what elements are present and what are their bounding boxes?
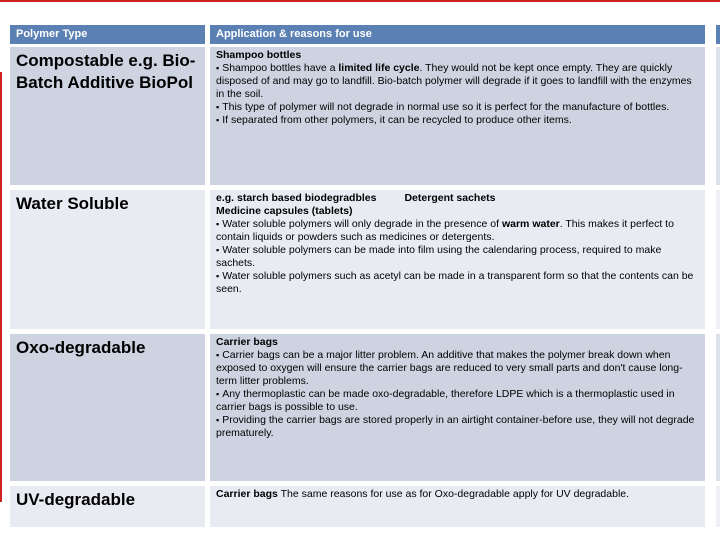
cell-app-oxo-degradable [210, 334, 705, 481]
bullet-item [216, 388, 697, 414]
polymer-table [10, 25, 705, 527]
table-continuation-row1-sliver [716, 47, 720, 185]
bullet-icon: ▪ [216, 350, 220, 360]
table-header-row [10, 25, 705, 44]
table-row-oxo-degradable [10, 334, 705, 481]
app-text [216, 488, 697, 501]
app-heading-text: e.g. starch based biodegradbles [216, 192, 377, 204]
bullet-text: . They would not be kept once empty. They are quickly disposed of and may go to landfill. Bio-batch polymer will degrade if it goes to landfill with the enzymes in the soil. [216, 62, 692, 100]
bullet-text: Water soluble polymers will only degrade in the presence of [222, 218, 502, 230]
app-heading: Carrier bags [216, 336, 278, 348]
bullet-icon: ▪ [216, 389, 220, 399]
bullet-text: Providing the carrier bags are stored properly in an airtight container-before use, they will not degrade prematurely. [216, 414, 695, 439]
slide-top-border [0, 0, 720, 2]
bullet-item [216, 62, 697, 101]
bullet-item [216, 349, 697, 388]
table-continuation-row4-sliver [716, 486, 720, 527]
bullet-item [216, 244, 697, 270]
table-row-water-soluble [10, 190, 705, 329]
bullet-item [216, 270, 697, 296]
cell-app-compostable [210, 47, 705, 185]
bullet-text: Shampoo bottles have a [222, 62, 339, 74]
app-heading: Shampoo bottles [216, 49, 302, 61]
table-continuation-row2-sliver [716, 190, 720, 329]
bullet-text: Carrier bags can be a major litter problem. An additive that makes the polymer break down when exposed to oxygen will ensure the carrier bags are reduced to very small parts and don't cause long-term litter problems. [216, 349, 683, 387]
cell-app-water-soluble [210, 190, 705, 329]
cell-type-oxo-degradable [10, 334, 205, 481]
cell-type-uv-degradable [10, 486, 205, 527]
bullet-text: Water soluble polymers can be made into film using the calendaring process, required to make sachets. [216, 244, 662, 269]
polymer-type-label: Compostable e.g. Bio-Batch Additive BioPol [16, 51, 196, 92]
bullet-icon: ▪ [216, 219, 220, 229]
bullet-text: Any thermoplastic can be made oxo-degradable, therefore LDPE which is a thermoplastic used in carrier bags is possible to use. [216, 388, 675, 413]
bullet-text: . This makes it perfect to contain liquids or powders such as medicines or detergents. [216, 218, 674, 243]
polymer-type-label: UV-degradable [16, 490, 136, 509]
bullet-item [216, 114, 697, 127]
bullet-icon: ▪ [216, 115, 220, 125]
polymer-type-label: Oxo-degradable [16, 338, 146, 357]
bullet-text-bold: warm water [501, 218, 560, 230]
table-continuation-row3-sliver [716, 334, 720, 481]
bullet-icon: ▪ [216, 63, 220, 73]
bullet-text-bold: limited life cycle [338, 62, 420, 74]
bullet-text: Water soluble polymers such as acetyl can be made in a transparent form so that the contents can be seen. [216, 270, 694, 295]
app-heading: Medicine capsules (tablets) [216, 205, 353, 217]
app-heading-text: Detergent sachets [404, 192, 496, 204]
bullet-text: If separated from other polymers, it can be recycled to produce other items. [222, 114, 572, 126]
bullet-icon: ▪ [216, 415, 220, 425]
table-row-uv-degradable [10, 486, 705, 527]
header-cell-application: Application & reasons for use [210, 25, 705, 44]
slide-left-border [0, 72, 2, 502]
table-row-compostable [10, 47, 705, 185]
polymer-type-label: Water Soluble [16, 194, 129, 213]
header-cell-polymer-type: Polymer Type [10, 25, 205, 44]
bullet-item [216, 218, 697, 244]
app-lead-bold: Carrier bags [216, 488, 278, 500]
bullet-item [216, 101, 697, 114]
app-heading [216, 192, 697, 205]
bullet-text: This type of polymer will not degrade in normal use so it is perfect for the manufacture of bottles. [222, 101, 670, 113]
cell-type-compostable [10, 47, 205, 185]
cell-app-uv-degradable [210, 486, 705, 527]
bullet-item [216, 414, 697, 440]
bullet-icon: ▪ [216, 271, 220, 281]
table-continuation-header-sliver [716, 25, 720, 44]
app-text-body: The same reasons for use as for Oxo-degradable apply for UV degradable. [277, 488, 630, 500]
cell-type-water-soluble [10, 190, 205, 329]
bullet-icon: ▪ [216, 102, 220, 112]
bullet-icon: ▪ [216, 245, 220, 255]
